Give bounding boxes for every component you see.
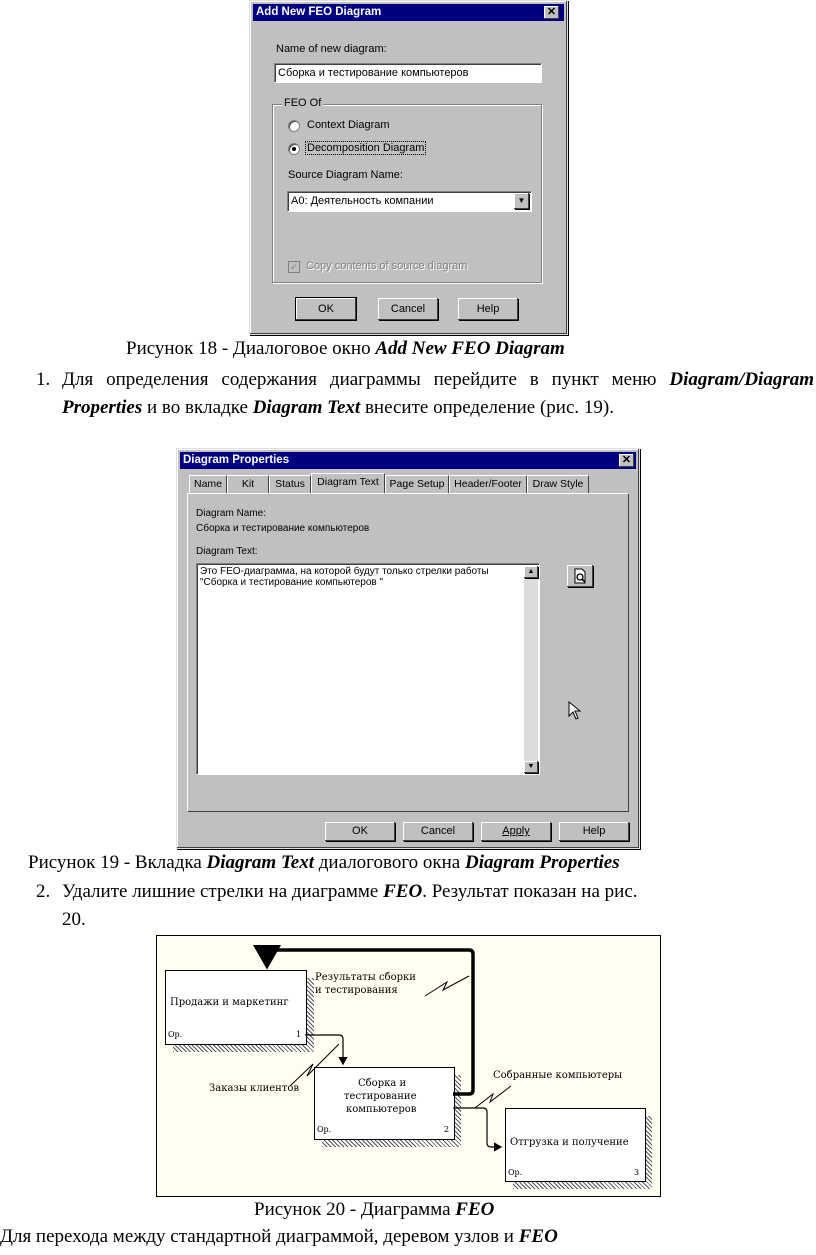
step-1-part: и во вкладке (142, 397, 253, 418)
step-2-number: 2. (36, 881, 51, 902)
diagram-text-label: Diagram Text: (196, 546, 258, 557)
caption-emphasis: Diagram Text (206, 852, 315, 873)
step-1-tab: Diagram Text (252, 397, 361, 418)
caption-emphasis: FEO (455, 1199, 495, 1220)
caption-emphasis: Diagram Properties (465, 852, 620, 873)
step-1-submenu: Diagram Properties (62, 369, 814, 418)
context-diagram-radio[interactable] (288, 120, 300, 132)
diagram-text-line: Это FEO-диаграмма, на которой будут только стрелки работы (200, 566, 489, 577)
caption-text: Рисунок 19 - Вкладка (28, 852, 207, 873)
arrow-assembled (453, 1108, 501, 1147)
tab-diagram-text[interactable]: Diagram Text (311, 473, 385, 494)
decomposition-diagram-radio[interactable] (288, 143, 300, 155)
diagram-name-label: Diagram Name: (196, 508, 267, 519)
step-1-text (62, 366, 814, 422)
context-diagram-label[interactable]: Context Diagram (307, 119, 390, 131)
final-line-text: Для перехода между стандартной диаграммой, деревом узлов и (0, 1226, 519, 1247)
caption-text: Рисунок 20 - Диаграмма (254, 1199, 456, 1220)
feo-of-legend: FEO Of (284, 97, 322, 109)
step-2-part: 20. (62, 909, 86, 930)
callout-assembled (475, 1086, 511, 1108)
name-label: Name of new diagram: (276, 43, 387, 55)
apply-button[interactable]: Apply (481, 822, 551, 841)
step-1-sep: / (739, 369, 745, 390)
close-button[interactable]: ✕ (619, 454, 634, 467)
caption-emphasis: Add New FEO Diagram (375, 338, 565, 359)
step-1-part: Для определения содержания диаграммы перейдите в пункт меню (62, 369, 670, 390)
activity-label-line: компьютеров (346, 1104, 417, 1115)
arrow-label-results: Результаты сборки (315, 972, 416, 983)
diagram-text-line: "Сборка и тестирование компьютеров " (200, 577, 384, 588)
cancel-button[interactable]: Cancel (403, 822, 473, 841)
arrow-label-assembled: Собранные компьютеры (493, 1070, 623, 1081)
activity-op: Op. (317, 1125, 332, 1134)
dialog-title: Add New FEO Diagram (253, 4, 564, 21)
step-1-part: внесите определение (рис. 19). (360, 397, 614, 418)
dialog-title: Diagram Properties (180, 452, 636, 469)
tab-status[interactable]: Status (269, 475, 311, 493)
step-2-part: . Результат показан на рис. (422, 881, 638, 902)
ok-button[interactable]: OK (296, 298, 356, 320)
activity-label: Отгрузка и получение (510, 1137, 629, 1148)
help-button[interactable]: Help (458, 298, 518, 320)
activity-number: 3 (634, 1168, 640, 1177)
source-diagram-select[interactable]: A0: Деятельность компании (287, 191, 532, 212)
activity-number: 1 (296, 1030, 302, 1039)
preview-button[interactable] (567, 565, 593, 587)
figure-20-caption (254, 1199, 494, 1221)
tab-page-setup[interactable]: Page Setup (385, 475, 449, 493)
tab-draw-style[interactable]: Draw Style (527, 475, 589, 493)
decomposition-diagram-label[interactable]: Decomposition Diagram (307, 142, 425, 154)
step-2-emphasis: FEO (383, 881, 423, 902)
activity-label-line: тестирование (344, 1091, 417, 1102)
activity-op: Op. (168, 1030, 183, 1039)
step-2-part: Удалите лишние стрелки на диаграмме (62, 881, 384, 902)
activity-number: 2 (444, 1125, 450, 1134)
activity-op: Op. (508, 1168, 523, 1177)
figure-19-caption (28, 852, 620, 874)
final-line (0, 1226, 558, 1248)
callout-results (425, 976, 469, 996)
dropdown-arrow-icon[interactable]: ▼ (514, 193, 529, 209)
diagram-name-input[interactable]: Сборка и тестирование компьютеров (274, 63, 542, 83)
callout-orders (290, 1044, 339, 1086)
tab-header-footer[interactable]: Header/Footer (449, 475, 527, 493)
feo-diagram (156, 935, 661, 1197)
final-line-emphasis: FEO (518, 1226, 558, 1247)
scroll-up-icon[interactable]: ▲ (524, 566, 538, 578)
step-2-text (62, 878, 814, 934)
activity-label: Продажи и маркетинг (170, 997, 289, 1008)
diagram-text-area[interactable] (196, 563, 540, 775)
close-button[interactable]: ✕ (544, 6, 559, 19)
tab-strip (187, 475, 627, 493)
mouse-cursor-icon (568, 701, 584, 721)
arrow-label-orders: Заказы клиентов (209, 1083, 300, 1094)
text-scrollbar[interactable] (524, 566, 538, 773)
arrow-label-results: и тестирования (315, 985, 398, 996)
ok-button[interactable]: OK (325, 822, 395, 841)
copy-contents-checkbox[interactable]: ✓ (288, 261, 300, 273)
activity-label-line: Сборка и (358, 1078, 407, 1089)
document-preview-icon (572, 568, 588, 584)
figure-18-caption (126, 338, 565, 360)
diagram-properties-dialog (176, 448, 640, 849)
add-new-feo-dialog (249, 0, 568, 335)
scroll-down-icon[interactable]: ▼ (524, 761, 538, 773)
tab-name[interactable]: Name (189, 475, 227, 493)
step-1-menu: Diagram (669, 369, 740, 390)
diagram-name-value: Сборка и тестирование компьютеров (196, 523, 370, 534)
step-1-number: 1. (36, 369, 51, 390)
caption-text: диалогового окна (314, 852, 465, 873)
copy-contents-label: Copy contents of source diagram (306, 260, 468, 272)
source-diagram-label: Source Diagram Name: (288, 169, 403, 181)
help-button[interactable]: Help (559, 822, 629, 841)
cancel-button[interactable]: Cancel (378, 298, 438, 320)
tab-kit[interactable]: Kit (227, 475, 269, 493)
caption-text: Рисунок 18 - Диалоговое окно (126, 338, 376, 359)
